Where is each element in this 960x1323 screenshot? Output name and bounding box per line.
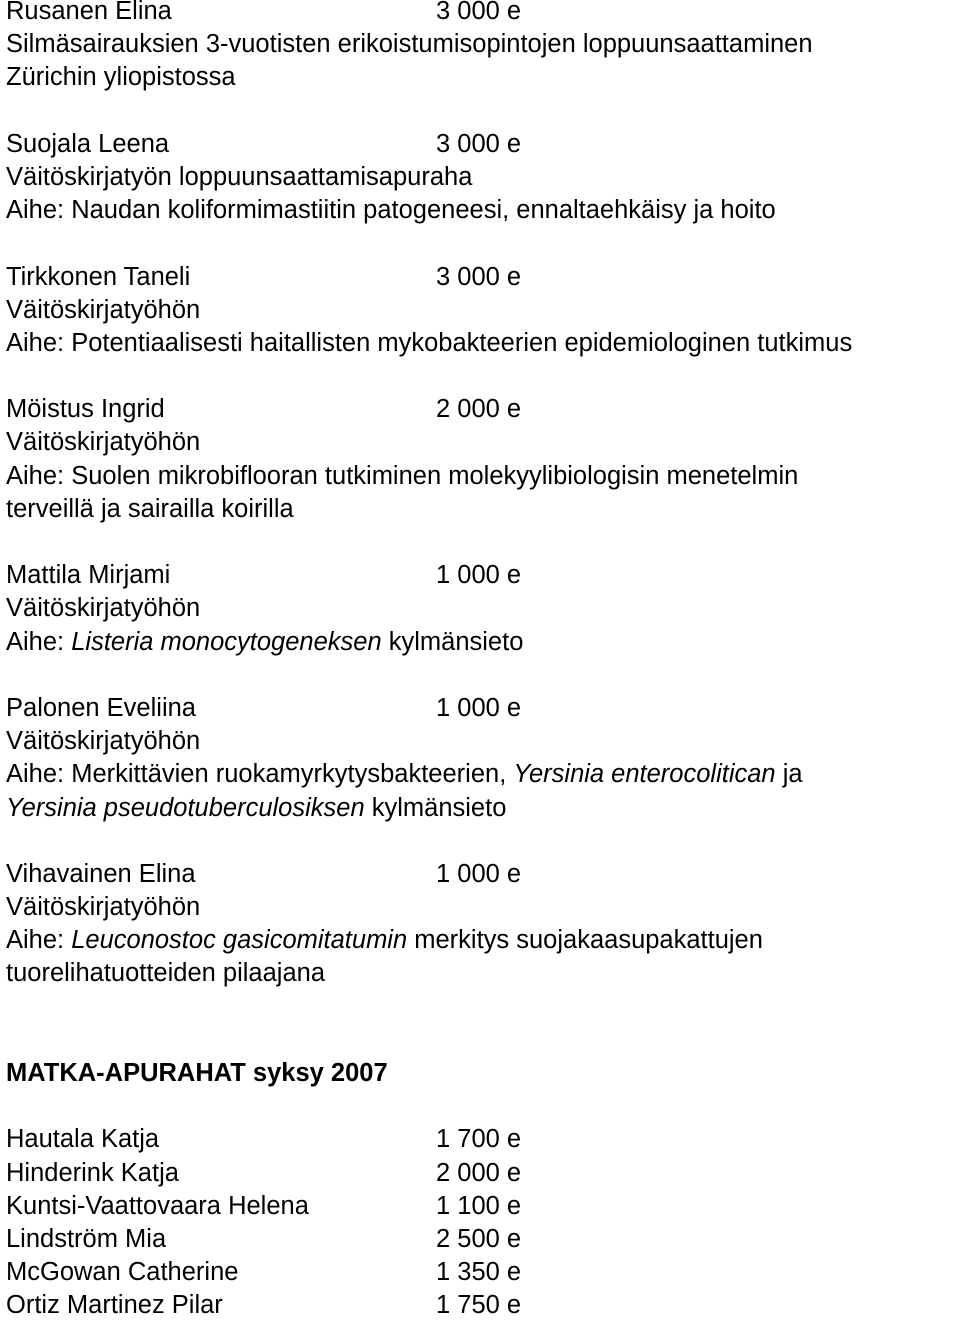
travel-grant-row (6, 1190, 958, 1223)
grant-topic-cont: tuorelihatuotteiden pilaajana (6, 959, 325, 988)
topic-suffix: ja (775, 760, 803, 789)
topic-suffix: kylmänsieto (364, 793, 507, 822)
travel-grant-row (6, 1157, 958, 1190)
grant-header (6, 692, 958, 725)
recipient-name: Kuntsi-Vaattovaara Helena (6, 1191, 309, 1220)
grant-purpose-cont: Zürichin yliopistossa (6, 63, 236, 92)
grant-amount: 1 100 e (436, 1191, 522, 1220)
grant-purpose: Väitöskirjatyöhön (6, 295, 201, 324)
topic-italic: Yersinia enterocolitican (513, 760, 776, 789)
grant-header (6, 0, 958, 28)
grant-purpose: Väitöskirjatyöhön (6, 428, 201, 457)
grant-topic: Aihe: Naudan koliformimastiitin patogeneesi, ennaltaehkäisy ja hoito (6, 196, 776, 225)
recipient-name: Suojala Leena (6, 129, 170, 158)
grant-purpose: Silmäsairauksien 3-vuotisten erikoistumisopintojen loppuunsaattaminen (6, 30, 813, 59)
recipient-name: McGowan Catherine (6, 1258, 239, 1287)
topic-suffix: merkitys suojakaasupakattujen (407, 926, 763, 955)
grant-amount: 2 000 e (436, 395, 522, 424)
grant-amount: 1 700 e (436, 1125, 522, 1154)
recipient-name: Hinderink Katja (6, 1158, 179, 1187)
grant-topic: Aihe: Suolen mikrobiflooran tutkiminen molekyylibiologisin menetelmin (6, 461, 799, 490)
recipient-name: Hautala Katja (6, 1125, 160, 1154)
grant-amount: 2 500 e (436, 1224, 522, 1253)
grant-topic-cont (6, 792, 958, 825)
grant-amount: 3 000 e (436, 129, 522, 158)
grant-purpose: Väitöskirjatyöhön (6, 893, 201, 922)
travel-grant-row (6, 1289, 958, 1322)
grant-topic (6, 924, 958, 957)
topic-prefix: Aihe: (6, 926, 72, 955)
topic-italic: Yersinia pseudotuberculosiksen (6, 793, 365, 822)
topic-prefix: Aihe: (6, 627, 72, 656)
recipient-name: Möistus Ingrid (6, 395, 165, 424)
recipient-name: Rusanen Elina (6, 0, 172, 25)
grant-amount: 3 000 e (436, 0, 522, 25)
grant-topic: Aihe: Potentiaalisesti haitallisten mykobakteerien epidemiologinen tutkimus (6, 328, 853, 357)
grant-amount: 1 350 e (436, 1258, 522, 1287)
grant-topic (6, 758, 958, 791)
grant-header (6, 128, 958, 161)
section-heading: MATKA-APURAHAT syksy 2007 (6, 1059, 388, 1088)
topic-prefix: Aihe: Merkittävien ruokamyrkytysbakteerien, (6, 760, 514, 789)
grant-amount: 2 000 e (436, 1158, 522, 1187)
recipient-name: Ortiz Martinez Pilar (6, 1291, 223, 1320)
grant-topic (6, 626, 958, 659)
grant-header (6, 261, 958, 294)
topic-italic: Leuconostoc gasicomitatumin (71, 926, 408, 955)
grant-header (6, 559, 958, 592)
travel-grant-row (6, 1223, 958, 1256)
grant-header (6, 858, 958, 891)
grant-amount: 3 000 e (436, 262, 522, 291)
recipient-name: Mattila Mirjami (6, 561, 171, 590)
topic-suffix: kylmänsieto (381, 627, 524, 656)
grant-amount: 1 000 e (436, 561, 522, 590)
grant-amount: 1 000 e (436, 693, 522, 722)
travel-grant-row (6, 1256, 958, 1289)
grant-topic-cont: terveillä ja sairailla koirilla (6, 494, 294, 523)
grant-purpose: Väitöskirjatyöhön (6, 594, 201, 623)
recipient-name: Palonen Eveliina (6, 693, 196, 722)
grant-amount: 1 000 e (436, 859, 522, 888)
grant-header (6, 393, 958, 426)
grant-document (6, 0, 958, 1323)
topic-italic: Listeria monocytogeneksen (71, 627, 382, 656)
recipient-name: Vihavainen Elina (6, 859, 196, 888)
grant-purpose: Väitöskirjatyöhön (6, 727, 201, 756)
recipient-name: Tirkkonen Taneli (6, 262, 191, 291)
recipient-name: Lindström Mia (6, 1224, 167, 1253)
grant-amount: 1 750 e (436, 1291, 522, 1320)
grant-purpose: Väitöskirjatyön loppuunsaattamisapuraha (6, 162, 473, 191)
travel-grant-row (6, 1123, 958, 1156)
